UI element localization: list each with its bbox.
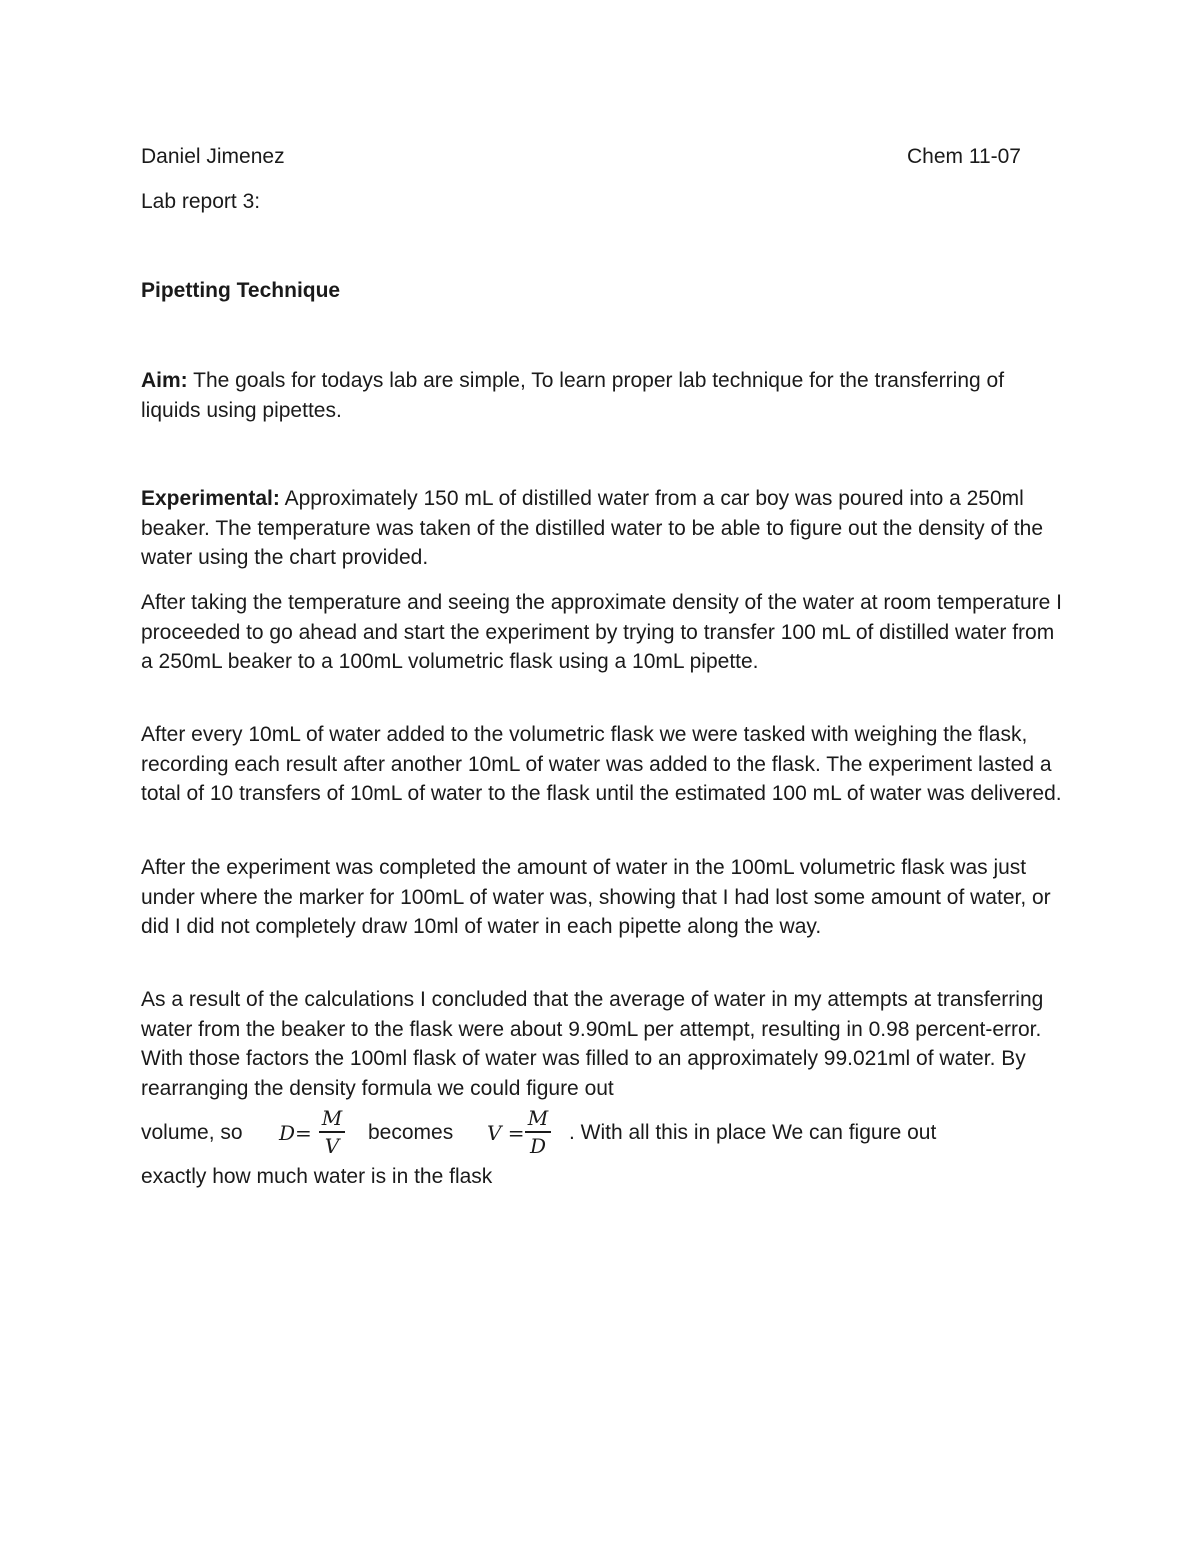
aim-paragraph: [141, 366, 1066, 425]
formula-middle: becomes: [368, 1121, 454, 1144]
volume-equation: [487, 1106, 557, 1160]
density-fraction: [319, 1106, 345, 1158]
aim-label: Aim:: [141, 369, 188, 392]
formula-suffix: . With all this in place We can figure out: [569, 1121, 937, 1144]
experimental-text-1: Approximately 150 mL of distilled water from a car boy was poured into a 250ml beaker. The temperature was taken of the distilled water to be able to figure out the density of the water using the chart provided.: [141, 487, 1043, 569]
course-code: Chem 11-07: [906, 145, 1021, 168]
volume-numerator: M: [527, 1106, 549, 1130]
volume-denominator: D: [529, 1133, 547, 1158]
experimental-paragraph-5: As a result of the calculations I concluded that the average of water in my attempts at transferring water from the beaker to the flask were about 9.90mL per attempt, resulting in 0.98 percent-error. With those factors the 100ml flask of water was filled to an approximately 99.021ml of water. By rearranging the density formula we could figure out: [141, 988, 1044, 1100]
formula-prefix: volume, so: [141, 1121, 243, 1144]
experimental-paragraph-2: After taking the temperature and seeing the approximate density of the water at room temperature I proceeded to go ahead and start the experiment by trying to transfer 100 mL of distilled water from a 250mL beaker to a 100mL volumetric flask using a 10mL pipette.: [141, 591, 1063, 673]
experimental-last-line: exactly how much water is in the flask: [141, 1165, 493, 1188]
density-denominator: V: [324, 1133, 340, 1158]
density-numerator: M: [321, 1106, 343, 1130]
volume-equation-lhs: V =: [487, 1121, 525, 1145]
experimental-paragraph-4: After the experiment was completed the amount of water in the 100mL volumetric flask was just under where the marker for 100mL of water was, showing that I had lost some amount of water, or did I did not completely draw 10ml of water in each pipette along the way.: [141, 856, 1051, 938]
report-subtitle: Lab report 3:: [141, 190, 261, 213]
experimental-label: Experimental:: [141, 487, 280, 510]
header-row: [141, 143, 1021, 171]
fraction-bar: [525, 1131, 551, 1133]
volume-fraction: [525, 1106, 551, 1158]
aim-text: The goals for todays lab are simple, To learn proper lab technique for the transferring of liquids using pipettes.: [141, 369, 1005, 422]
density-equation: [279, 1106, 349, 1160]
experimental-paragraph-1: [141, 484, 1066, 573]
formula-line: [141, 1106, 1066, 1160]
fraction-bar: [319, 1131, 345, 1133]
density-equation-lhs: D=: [279, 1121, 312, 1145]
report-title: Pipetting Technique: [141, 279, 341, 302]
experimental-paragraph-3: After every 10mL of water added to the volumetric flask we were tasked with weighing the flask, recording each result after another 10mL of water was added to the flask. The experiment lasted a total of 10 transfers of 10mL of water to the flask until the estimated 100 mL of water was delivered.: [141, 723, 1062, 805]
author-name: Daniel Jimenez: [141, 145, 285, 168]
